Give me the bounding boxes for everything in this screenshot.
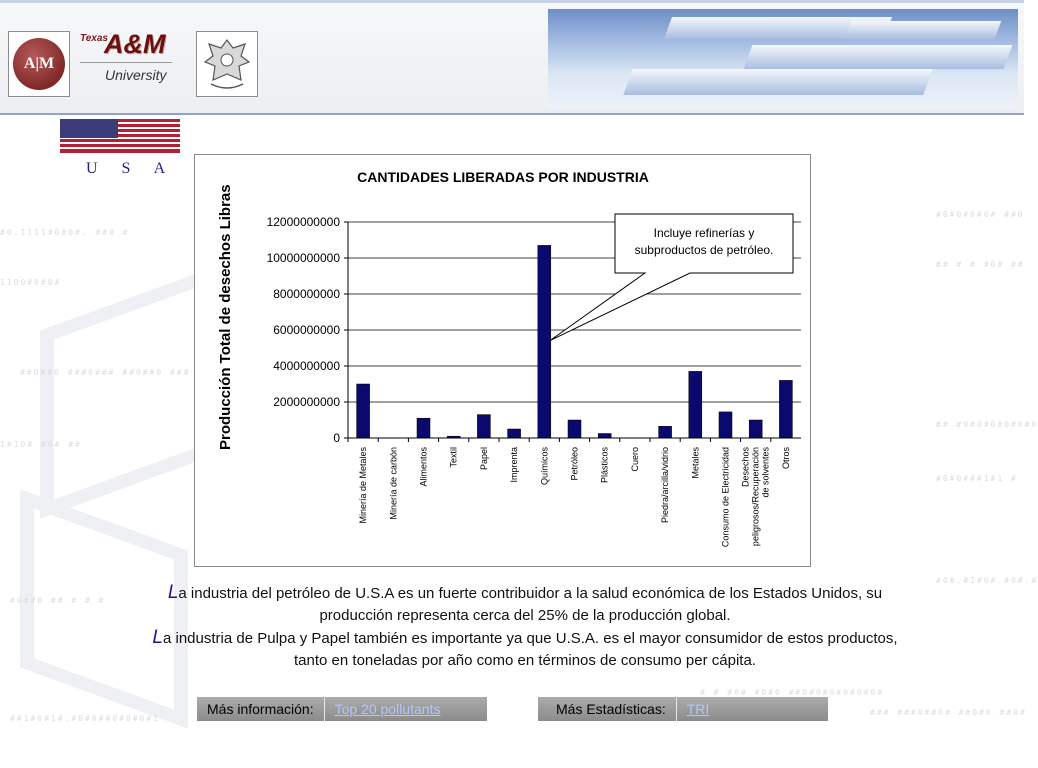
y-tick-label: 12000000000	[266, 215, 340, 229]
eagle-seal-icon	[197, 32, 257, 96]
usa-flag	[60, 119, 180, 153]
brand-am: A&M	[104, 29, 166, 59]
x-tick-label: Textil	[448, 447, 459, 468]
y-tick-label: 10000000000	[266, 251, 340, 265]
y-tick-label: 2000000000	[273, 395, 340, 409]
bar	[749, 420, 762, 438]
background-pattern: ##0##0 ###0### ##0##0 ###	[20, 368, 191, 377]
more-info-bar	[197, 697, 487, 721]
more-info-label: Más información:	[197, 697, 325, 721]
x-tick-label: Químicos	[539, 447, 550, 486]
annotation-text: subproductos de petróleo.	[634, 243, 774, 257]
paragraph-paper-text: a industria de Pulpa y Papel también es importante ya que U.S.A. es el mayor consumidor de estos productos, tanto en toneladas por año como en términos de consumo per cápita.	[163, 630, 898, 669]
y-tick-label: 4000000000	[273, 359, 340, 373]
background-pattern: #0#.#1#0#.#0#.#	[936, 576, 1038, 585]
x-tick-label: Alimentos	[418, 447, 429, 487]
atm-logo	[8, 31, 70, 97]
bar	[659, 426, 672, 438]
paragraph-petroleum-text: a industria del petróleo de U.S.A es un fuerte contribuidor a la salud económica de los Estados Unidos, su producción representa cerca del 25% de la producción global.	[178, 585, 883, 624]
bar	[508, 429, 521, 438]
x-tick-label: Minería de carbón	[388, 447, 399, 520]
drop-cap: L	[167, 582, 179, 603]
chart-title: CANTIDADES LIBERADAS POR INDUSTRIA	[357, 169, 649, 185]
background-pattern: ### ###0##0# ##0#0 ##0#	[870, 708, 1027, 717]
header-photo-shape	[623, 69, 932, 95]
flag-caption: U S A	[86, 160, 176, 177]
header-divider	[0, 113, 1024, 115]
x-tick-label: Desechos	[740, 447, 751, 488]
flag-canton	[60, 119, 118, 138]
paragraph-paper	[150, 627, 900, 672]
bar	[779, 380, 792, 438]
description-text	[150, 582, 900, 672]
bar	[598, 434, 611, 439]
header-photo-shape	[744, 45, 1013, 69]
background-pattern: 1#10# #0# ##	[0, 440, 82, 449]
background-pattern: 1100#0#0#	[0, 278, 62, 287]
bar	[538, 245, 551, 438]
x-tick-label: Papel	[478, 447, 489, 471]
bar	[417, 418, 430, 438]
bar	[477, 415, 490, 438]
header-photo	[548, 9, 1018, 109]
x-tick-label: Plásticos	[599, 447, 610, 484]
chart-panel	[194, 154, 811, 567]
x-tick-label: Metales	[690, 447, 701, 479]
background-pattern: #0#0#0#0# ##0	[936, 210, 1025, 219]
background-hexagon	[40, 269, 208, 518]
x-tick-label: Minería de Metales	[358, 447, 369, 524]
x-tick-label: Otros	[780, 447, 791, 470]
background-pattern: #0##0 ## # # #	[10, 596, 106, 605]
x-tick-label: Piedra/arcilla/vidrio	[660, 447, 671, 524]
drop-cap: L	[152, 627, 163, 648]
x-tick-label: Cuero	[629, 447, 640, 472]
x-tick-label: Consumo de Electricidad	[720, 447, 731, 548]
bar	[357, 384, 370, 438]
background-pattern: ##.#0#0#0#0#0#0	[936, 420, 1038, 429]
background-pattern: ##1#0#1#.#0#0##0#0#0#1	[10, 714, 160, 723]
bar	[568, 420, 581, 438]
header-photo-shape	[845, 21, 1002, 39]
header-banner	[0, 0, 1024, 115]
y-tick-label: 6000000000	[273, 323, 340, 337]
paragraph-petroleum	[150, 582, 900, 627]
y-tick-label: 0	[333, 431, 340, 445]
annotation-text: Incluye refinerías y	[653, 226, 755, 240]
more-stats-label: Más Estadísticas:	[538, 697, 677, 721]
background-pattern: # # #0# #0#0 ##0#0#0#0#0#0#	[700, 688, 885, 697]
y-axis-label: Producción Total de desechos Libras	[217, 184, 234, 450]
seal-logo	[196, 31, 258, 97]
top-20-pollutants-link[interactable]: Top 20 pollutants	[334, 701, 441, 717]
atm-logo-emblem: A|M	[13, 38, 65, 90]
brand-university: University	[105, 67, 167, 83]
bar-chart	[195, 155, 810, 566]
brand-divider	[80, 62, 172, 63]
background-pattern: ## # # #0# ##	[936, 260, 1025, 269]
x-tick-label: Imprenta	[509, 447, 520, 483]
tri-link[interactable]: TRI	[686, 701, 710, 717]
brand-texas: Texas	[80, 33, 108, 44]
y-tick-label: 8000000000	[273, 287, 340, 301]
more-stats-bar	[538, 697, 828, 721]
bar	[689, 371, 702, 438]
x-tick-label: peligrosos/Recuperación	[750, 447, 761, 547]
background-pattern: #0#0###1#1 #	[936, 474, 1018, 483]
x-tick-label: de solventes	[760, 447, 771, 498]
x-tick-label: Petróleo	[569, 447, 580, 481]
background-pattern: #0.1111#0#0#. ##0 #	[0, 228, 130, 237]
bar	[719, 412, 732, 438]
